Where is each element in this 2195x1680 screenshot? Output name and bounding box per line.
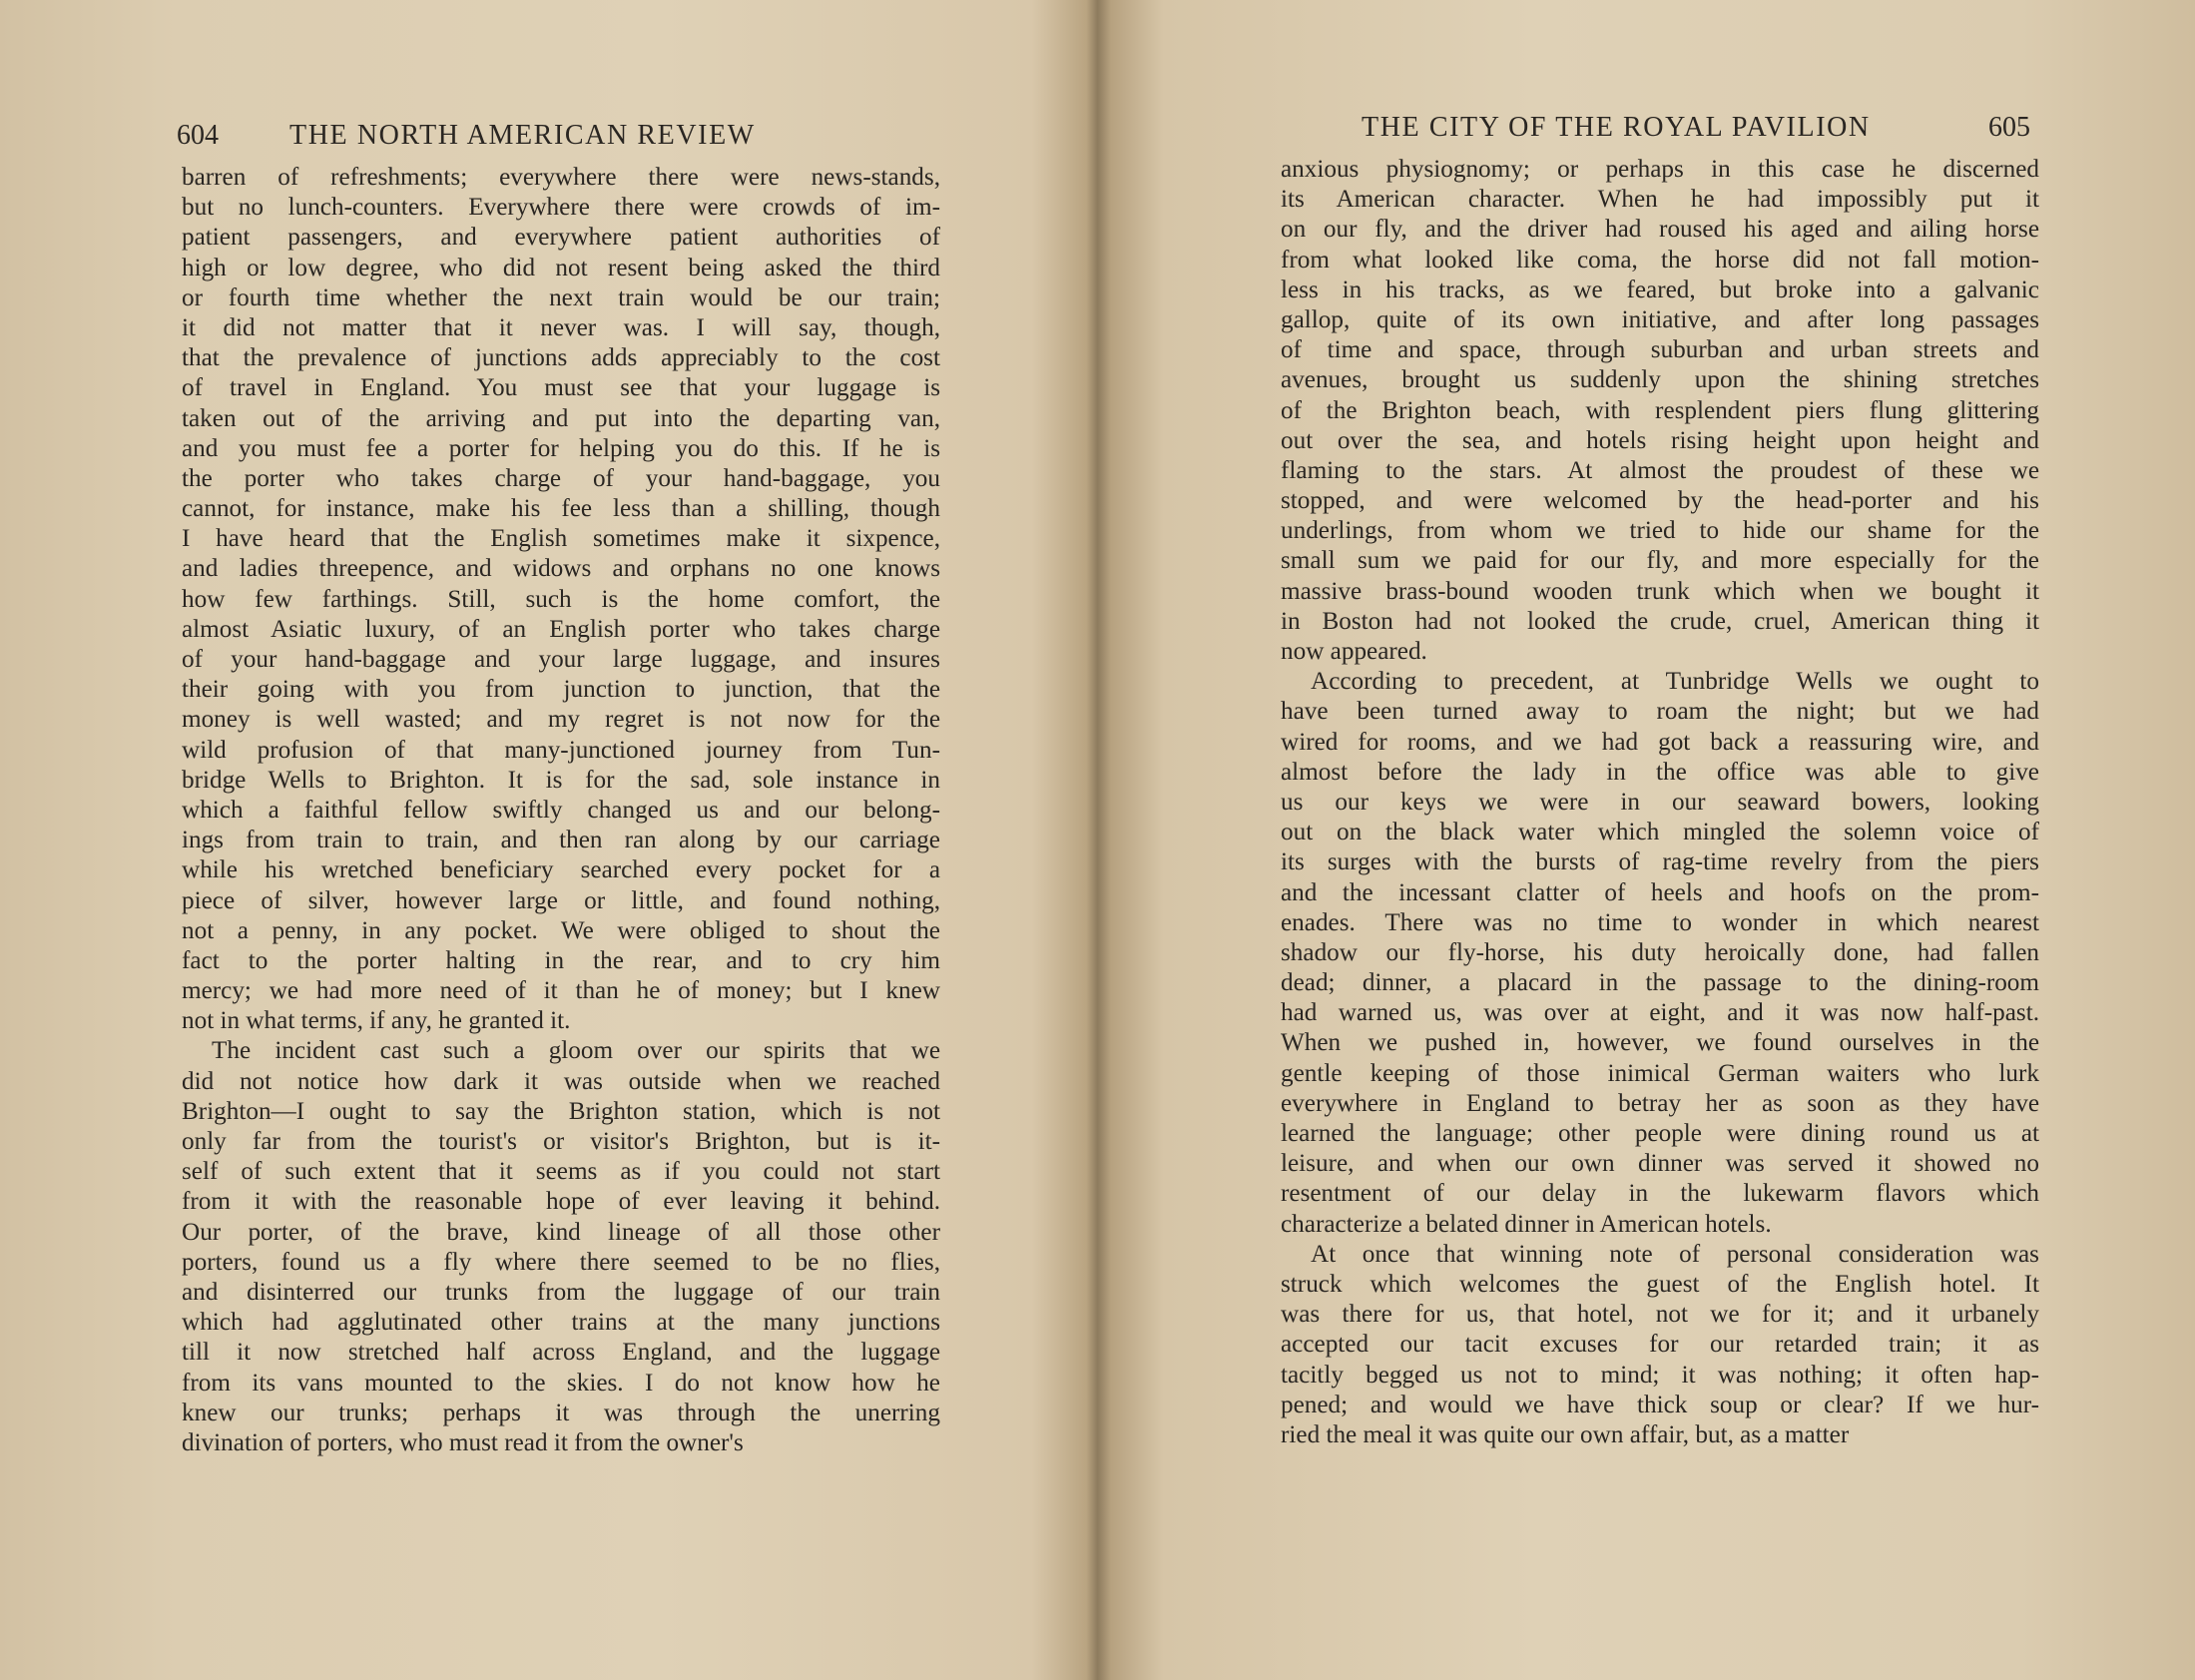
text-line: resentment of our delay in the lukewarm flavors which (1281, 1180, 2039, 1208)
text-line: out over the sea, and hotels rising height upon height and (1281, 426, 2039, 454)
text-line: knew our trunks; perhaps it was through the unerring (182, 1399, 940, 1426)
text-line: patient passengers, and everywhere patient authorities of (182, 224, 940, 252)
right-page (1094, 0, 2195, 1680)
running-head: THE NORTH AMERICAN REVIEW (289, 120, 756, 151)
text-line: everywhere in England to betray her as soon as they have (1281, 1089, 2039, 1117)
text-line: almost before the lady in the office was able to give (1281, 758, 2039, 786)
text-line: ried the meal it was quite our own affair, but, as a matter (1281, 1420, 1850, 1448)
text-line: Brighton—I ought to say the Brighton station, which is not (182, 1097, 940, 1125)
text-line: The incident cast such a gloom over our spirits that we (212, 1037, 940, 1065)
text-line: and the incessant clatter of heels and hoofs on the prom- (1281, 878, 2039, 906)
text-line: gallop, quite of its own initiative, and after long passages (1281, 305, 2039, 333)
text-line: of your hand-baggage and your large luggage, and insures (182, 646, 940, 673)
text-line: on our fly, and the driver had roused his aged and ailing horse (1281, 216, 2039, 244)
text-line: leisure, and when our own dinner was served it showed no (1281, 1150, 2039, 1178)
text-line: At once that winning note of personal consideration was (1311, 1240, 2039, 1268)
text-line: accepted our tacit excuses for our retarded train; it as (1281, 1331, 2039, 1359)
text-line: characterize a belated dinner in American hotels. (1281, 1210, 1772, 1238)
text-line: ings from train to train, and then ran along by our carriage (182, 827, 940, 854)
text-line: while his wretched beneficiary searched every pocket for a (182, 856, 940, 884)
running-head: THE CITY OF THE ROYAL PAVILION (1362, 112, 1871, 143)
text-line: had warned us, was over at eight, and it was now half-past. (1281, 999, 2039, 1027)
text-line: dead; dinner, a placard in the passage to the dining-room (1281, 969, 2039, 997)
text-line: When we pushed in, however, we found ourselves in the (1281, 1029, 2039, 1057)
text-line: flaming to the stars. At almost the proudest of these we (1281, 456, 2039, 484)
text-line: taken out of the arriving and put into the departing van, (182, 404, 940, 432)
text-line: divination of porters, who must read it from the owner's (182, 1428, 744, 1456)
text-line: tacitly begged us not to mind; it was nothing; it often hap- (1281, 1361, 2039, 1389)
text-line: Our porter, of the brave, kind lineage of all those other (182, 1218, 940, 1246)
text-line: cannot, for instance, make his fee less than a shilling, though (182, 495, 940, 523)
text-line: less in his tracks, as we feared, but broke into a galvanic (1281, 276, 2039, 303)
text-line: its surges with the bursts of rag-time revelry from the piers (1281, 848, 2039, 876)
text-line: high or low degree, who did not resent being asked the third (182, 254, 940, 281)
page-number: 604 (177, 120, 219, 151)
text-line: almost Asiatic luxury, of an English porter who takes charge (182, 615, 940, 643)
text-line: out on the black water which mingled the solemn voice of (1281, 819, 2039, 846)
text-line: massive brass-bound wooden trunk which when we bought it (1281, 577, 2039, 605)
text-line: shadow our fly-horse, his duty heroically done, had fallen (1281, 938, 2039, 966)
text-line: not a penny, in any pocket. We were obliged to shout the (182, 916, 940, 944)
text-line: stopped, and were welcomed by the head-porter and his (1281, 487, 2039, 515)
text-line: it did not matter that it never was. I will say, though, (182, 313, 940, 341)
text-line: now appeared. (1281, 638, 1427, 665)
text-line: wild profusion of that many-junctioned journey from Tun- (182, 736, 940, 764)
text-line: bridge Wells to Brighton. It is for the sad, sole instance in (182, 766, 940, 794)
text-line: barren of refreshments; everywhere there were news-stands, (182, 164, 940, 191)
page-number: 605 (1988, 112, 2030, 143)
text-line: did not notice how dark it was outside when we reached (182, 1067, 940, 1095)
text-line: fact to the porter halting in the rear, and to cry him (182, 946, 940, 974)
text-line: from what looked like coma, the horse did not fall motion- (1281, 246, 2039, 274)
text-line: small sum we paid for our fly, and more especially for the (1281, 547, 2039, 575)
text-line: which a faithful fellow swiftly changed us and our belong- (182, 796, 940, 824)
text-line: enades. There was no time to wonder in which nearest (1281, 908, 2039, 936)
body-text (1281, 155, 2039, 1450)
text-line: gentle keeping of those inimical German waiters who lurk (1281, 1059, 2039, 1087)
left-page (0, 0, 1088, 1680)
text-line: struck which welcomes the guest of the English hotel. It (1281, 1270, 2039, 1298)
text-line: but no lunch-counters. Everywhere there were crowds of im- (182, 194, 940, 222)
text-line: their going with you from junction to junction, that the (182, 676, 940, 704)
text-line: and ladies threepence, and widows and orphans no one knows (182, 555, 940, 583)
text-line: pened; and would we have thick soup or clear? If we hur- (1281, 1391, 2039, 1418)
text-line: According to precedent, at Tunbridge Wells we ought to (1311, 668, 2039, 696)
text-line: only far from the tourist's or visitor's Brighton, but is it- (182, 1128, 940, 1155)
text-line: piece of silver, however large or little, and found nothing, (182, 886, 940, 914)
text-line: how few farthings. Still, such is the home comfort, the (182, 585, 940, 613)
text-line: underlings, from whom we tried to hide our shame for the (1281, 517, 2039, 545)
body-text (182, 163, 940, 1458)
text-line: not in what terms, if any, he granted it. (182, 1007, 571, 1035)
text-line: have been turned away to roam the night; but we had (1281, 698, 2039, 726)
text-line: which had agglutinated other trains at the many junctions (182, 1309, 940, 1337)
text-line: and you must fee a porter for helping you do this. If he is (182, 434, 940, 462)
text-line: or fourth time whether the next train would be our train; (182, 283, 940, 311)
text-line: was there for us, that hotel, not we for it; and it urbanely (1281, 1301, 2039, 1329)
text-line: us our keys we were in our seaward bowers, looking (1281, 788, 2039, 816)
text-line: the porter who takes charge of your hand-baggage, you (182, 464, 940, 492)
text-line: money is well wasted; and my regret is not now for the (182, 706, 940, 734)
text-line: from it with the reasonable hope of ever leaving it behind. (182, 1188, 940, 1216)
text-line: of travel in England. You must see that your luggage is (182, 374, 940, 402)
text-line: wired for rooms, and we had got back a reassuring wire, and (1281, 728, 2039, 756)
text-line: porters, found us a fly where there seemed to be no flies, (182, 1248, 940, 1276)
text-line: that the prevalence of junctions adds appreciably to the cost (182, 344, 940, 372)
text-line: anxious physiognomy; or perhaps in this case he discerned (1281, 156, 2039, 183)
text-line: and disinterred our trunks from the luggage of our train (182, 1278, 940, 1306)
text-line: self of such extent that it seems as if you could not start (182, 1158, 940, 1186)
text-line: mercy; we had more need of it than he of money; but I knew (182, 977, 940, 1005)
text-line: its American character. When he had impossibly put it (1281, 186, 2039, 214)
text-line: of the Brighton beach, with resplendent piers flung glittering (1281, 396, 2039, 424)
text-line: learned the language; other people were dining round us at (1281, 1120, 2039, 1147)
text-line: till it now stretched half across England, and the luggage (182, 1339, 940, 1367)
text-line: avenues, brought us suddenly upon the shining stretches (1281, 366, 2039, 394)
text-line: of time and space, through suburban and urban streets and (1281, 336, 2039, 364)
text-line: from its vans mounted to the skies. I do not know how he (182, 1369, 940, 1397)
text-line: in Boston had not looked the crude, cruel, American thing it (1281, 607, 2039, 635)
text-line: I have heard that the English sometimes make it sixpence, (182, 525, 940, 553)
